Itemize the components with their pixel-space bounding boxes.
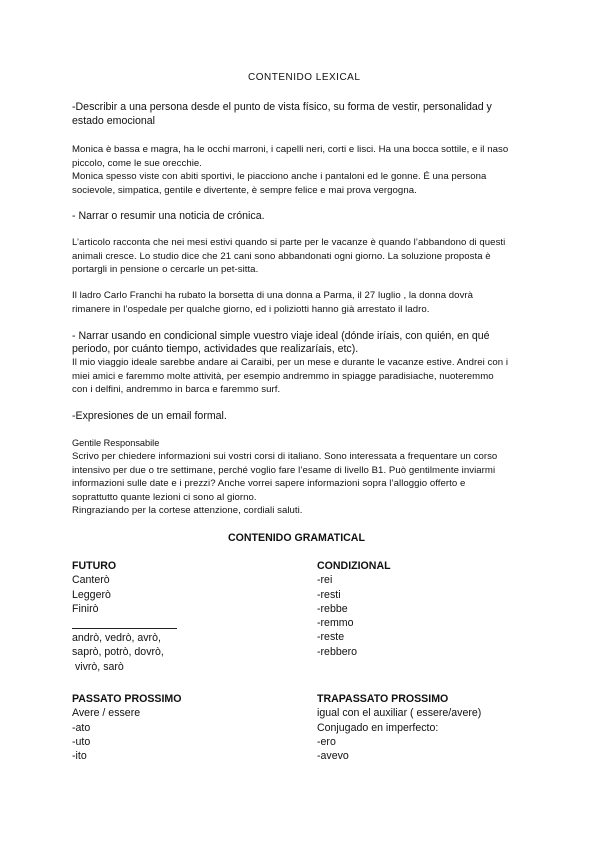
email-greeting: Gentile Responsabile [72,438,160,448]
news-line: portargli in pensione o cercarle un pet-sitta. [72,264,259,275]
news-line: animali cresce. Lo studio dice che 21 cani sono abbandonati ogni giorno. La soluzione proposta è [72,250,491,262]
news-line: L’articolo racconta che nei mesi estivi quando si parte per le vacanze è quando l’abbandono di questi [72,237,506,248]
email-line: Scrivo per chiedere informazioni sui vostri corsi di italiano. Sono interessata a frequentare un corso [72,451,498,462]
news-line: rimanere in l’ospedale per qualche giorno, ed i poliziotti hanno già arrestato il ladro. [72,303,430,315]
email-line: soprattutto quante lezioni ci sono al giorno. [72,491,257,503]
email-line: informazioni sulle date e i prezzi? Anche vorrei sapere informazioni sopra l’alloggio offerto e [72,478,466,489]
futuro-line: vivrò, sarò [72,660,124,673]
describe-prompt-line-1: -Describir a una persona desde el punto de vista físico, su forma de vestir, personalidad y [72,101,492,113]
monica-line: piccolo, come le sue orecchie. [72,157,203,169]
trapassato-line: -ero [317,735,336,748]
passato-line: -uto [72,735,91,748]
futuro-line: Finirò [72,602,99,615]
futuro-section [72,559,272,616]
trapassato-title: TRAPASSATO PROSSIMO [317,693,449,705]
conditional-prompt-line-2: periodo, por cuánto tiempo, actividades que realizaríais, etc). [72,343,359,355]
passato-section [72,692,292,763]
trapassato-line: igual con el auxiliar ( essere/avere) [317,707,482,720]
condizional-line: -rei [317,574,333,587]
email-body [72,450,542,518]
condizional-line: -rebbe [317,602,348,615]
email-line: Ringraziando per la cortese attenzione, cordiali saluti. [72,505,303,516]
trip-line: Il mio viaggio ideale sarebbe andare ai Caraibi, per un mese e durante le vacanze estive. Andrei con i [72,357,509,368]
monica-line: socievole, simpatica, gentile e divertente, è sempre felice e mai prova vergogna. [72,184,417,196]
trapassato-line: Conjugado en imperfecto: [317,721,439,734]
passato-title: PASSATO PROSSIMO [72,693,182,705]
futuro-title: FUTURO [72,560,117,572]
trip-line: miei amici e faremmo molte attività, per esempio andremmo in spiagge paradisiache, nuoteremmo [72,370,494,382]
news-prompt: - Narrar o resumir una noticia de crónica. [72,210,265,222]
news-line: Il ladro Carlo Franchi ha rubato la borsetta di una donna a Parma, il 27 luglio , la donna dovrà [72,290,474,301]
condizional-line: -reste [317,631,345,644]
condizional-line: -resti [317,588,341,601]
futuro-divider [72,628,177,629]
passato-line: -ato [72,721,91,734]
monica-line: Monica spesso viste con abiti sportivi, le piacciono anche i pantaloni ed le gonne. É una persona [72,171,487,182]
passato-line: -ito [72,750,87,763]
futuro-irregulars [72,631,272,674]
futuro-line: andrò, vedrò, avrò, [72,632,161,644]
news-article-1 [72,236,542,277]
condizional-line: -remmo [317,617,354,630]
futuro-line: Leggerò [72,588,111,601]
monica-description [72,143,542,197]
grammar-title: CONTENIDO GRAMATICAL [228,532,365,544]
condizional-line: -rebbero [317,645,358,658]
conditional-prompt-line-1: - Narrar usando en condicional simple vuestro viaje ideal (dónde iríais, con quién, en qué [72,330,490,342]
trapassato-section [317,692,557,763]
condizional-section [317,559,537,659]
news-article-2 [72,289,542,316]
email-prompt: -Expresiones de un email formal. [72,410,227,422]
monica-line: Monica è bassa e magra, ha le occhi marroni, i capelli neri, corti e lisci. Ha una bocca sottile, e il naso [72,144,509,155]
trip-line: con i delfini, andremmo in barca e faremmo surf. [72,384,281,395]
futuro-line: Canterò [72,574,110,587]
condizional-title: CONDIZIONAL [317,560,391,572]
lexical-title: CONTENIDO LEXICAL [248,72,361,83]
passato-line: Avere / essere [72,707,141,720]
ideal-trip [72,356,542,397]
describe-prompt-line-2: estado emocional [72,115,156,127]
futuro-line: saprò, potrò, dovrò, [72,646,164,659]
trapassato-line: -avevo [317,750,349,763]
email-line: intensivo per due o tre settimane, perché voglio fare l’esame di livello B1. Può gentilmente inviarmi [72,464,496,476]
